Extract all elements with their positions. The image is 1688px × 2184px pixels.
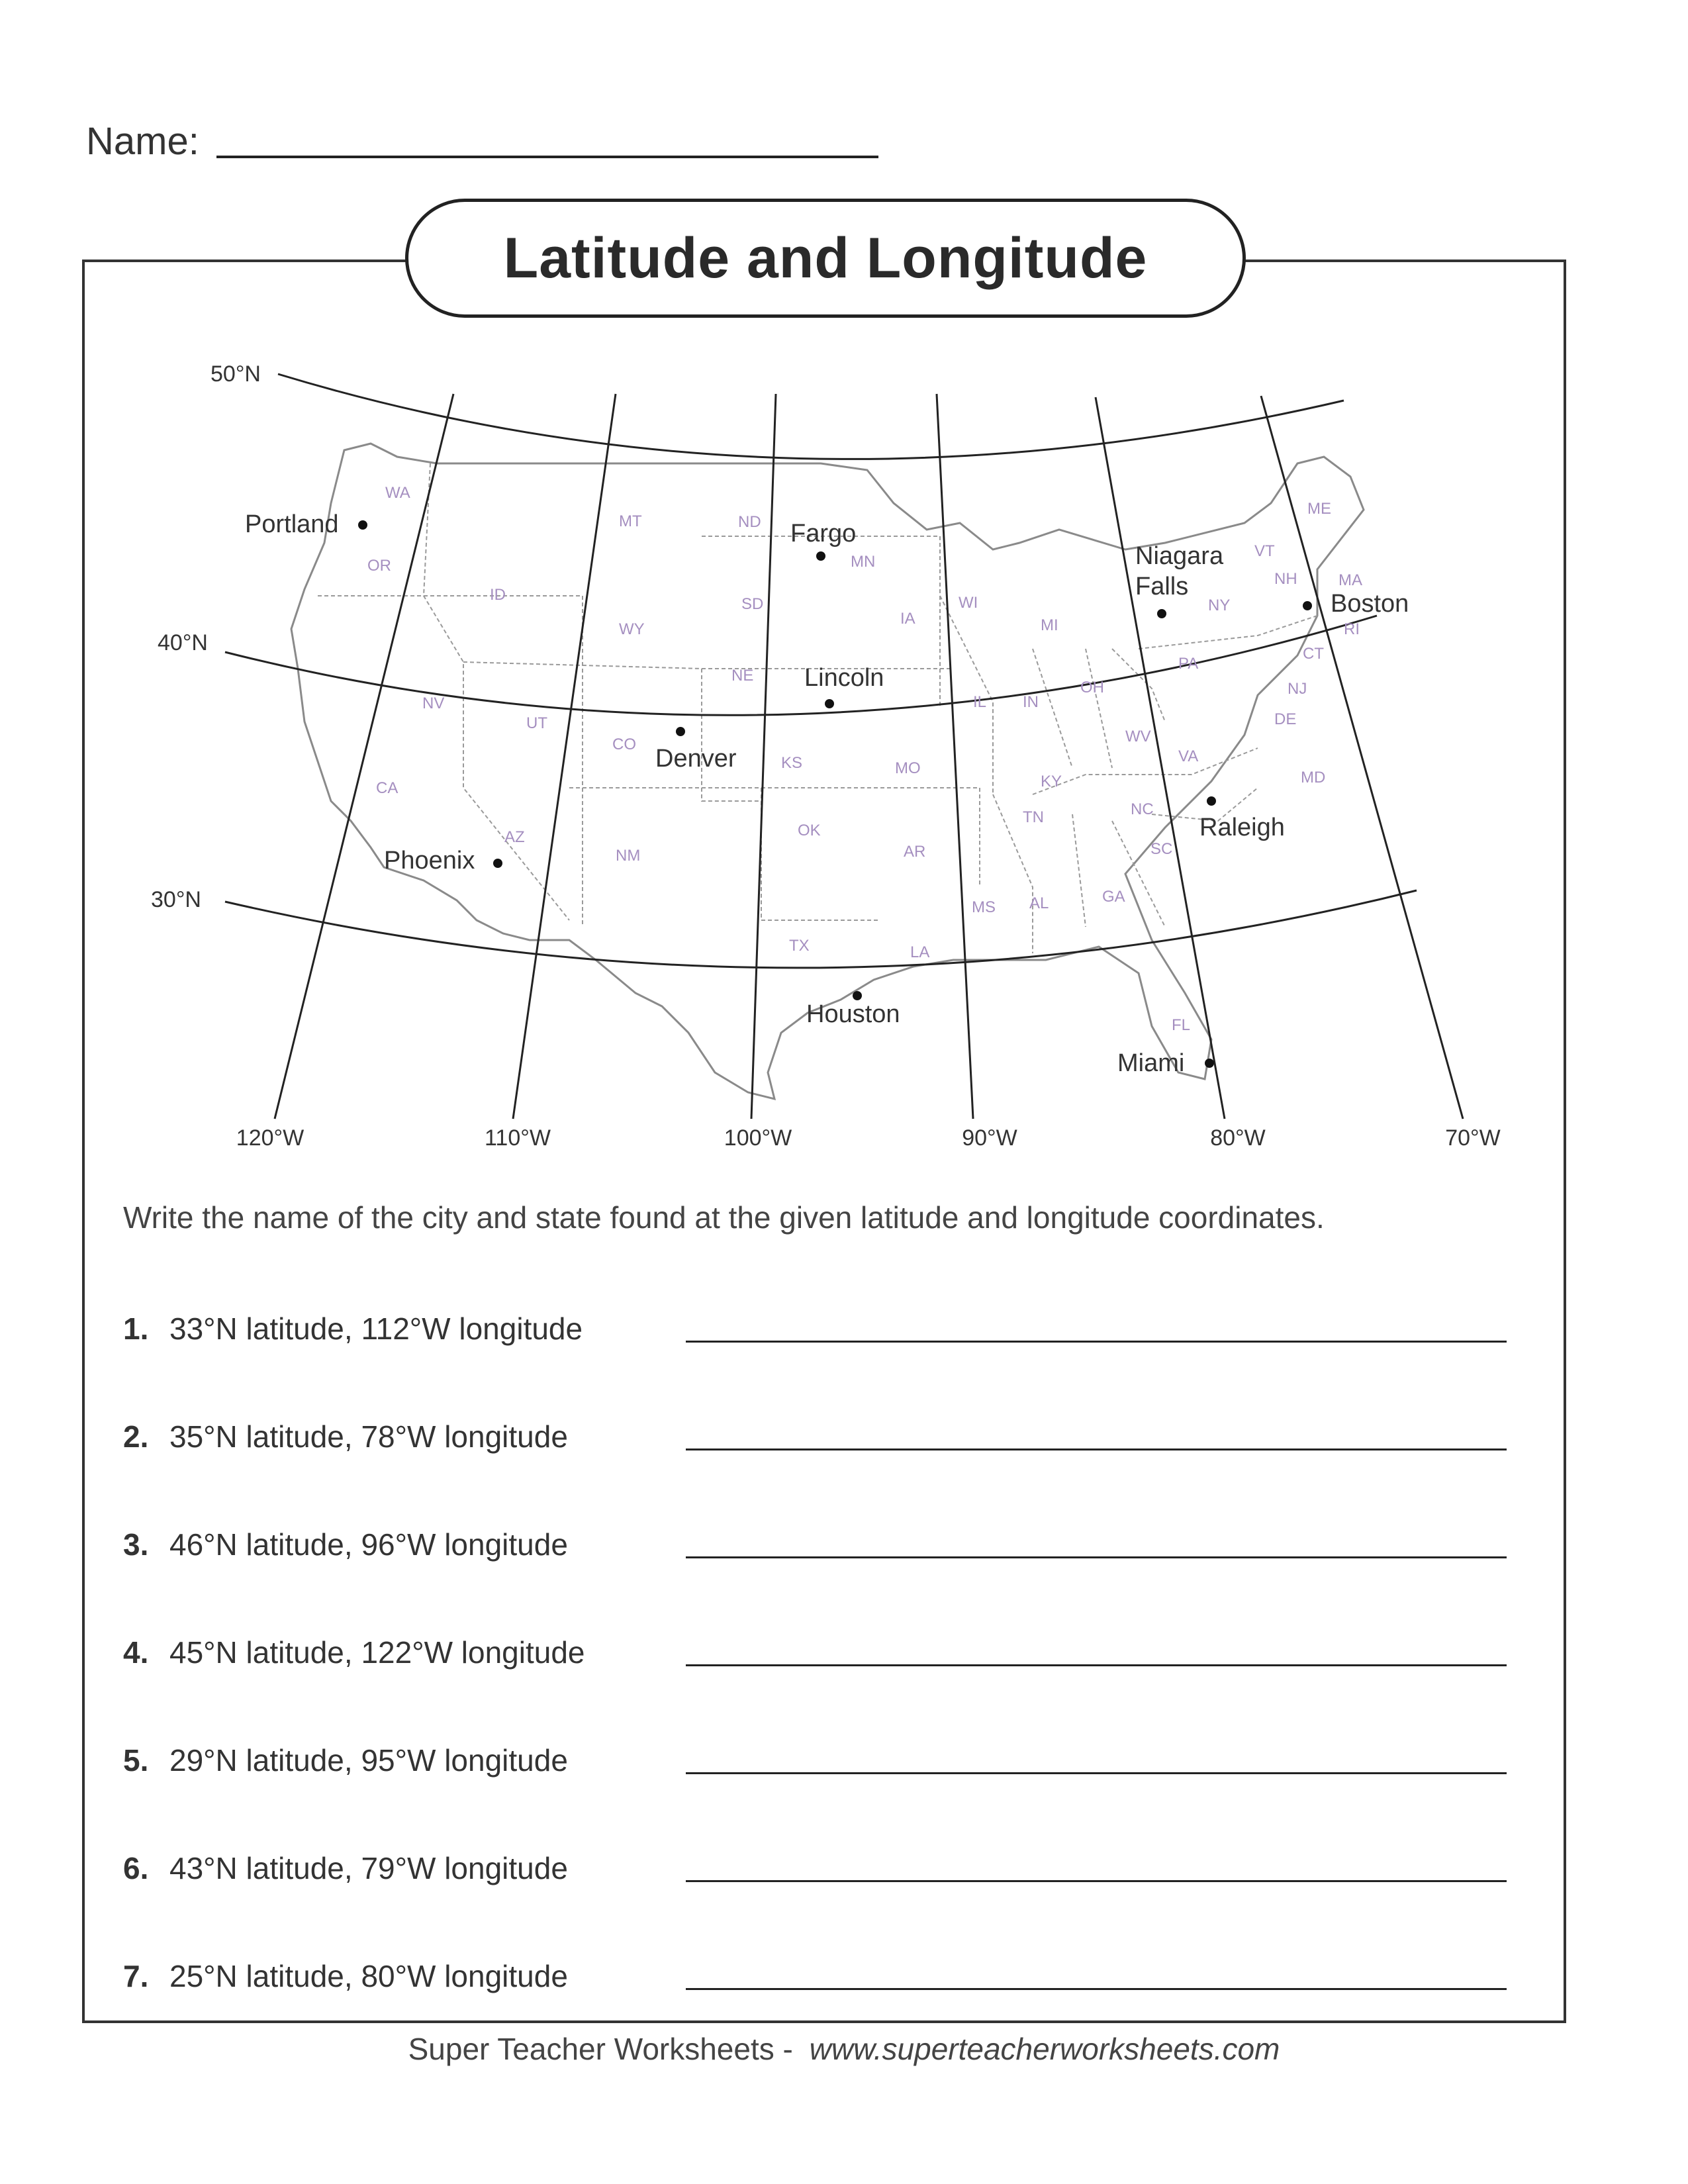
state-label: KY — [1041, 773, 1062, 790]
state-label: ND — [738, 513, 761, 531]
state-label: MO — [895, 759, 921, 777]
state-label: NH — [1274, 570, 1297, 588]
question-number: 3. — [123, 1527, 149, 1562]
longitude-label: 100°W — [724, 1125, 792, 1151]
city-label-fargo: Fargo — [790, 520, 857, 547]
state-label: ID — [490, 586, 506, 604]
city-dot-niagara-falls — [1157, 609, 1166, 618]
question-number: 2. — [123, 1419, 149, 1454]
answer-line[interactable] — [686, 1664, 1507, 1666]
longitude-labels — [236, 1125, 1501, 1151]
longitude-line-100 — [751, 394, 776, 1119]
state-label: WI — [959, 594, 978, 612]
answer-line[interactable] — [686, 1880, 1507, 1882]
state-label: MI — [1041, 616, 1058, 634]
state-label: AZ — [504, 828, 525, 846]
answer-line[interactable] — [686, 1772, 1507, 1774]
state-label: DE — [1274, 710, 1297, 728]
state-label: TN — [1023, 808, 1044, 826]
question-row — [123, 1958, 1507, 1994]
question-row — [123, 1742, 1507, 1778]
state-label: GA — [1102, 888, 1125, 906]
state-label: OH — [1080, 679, 1104, 696]
latitude-line-30 — [225, 890, 1417, 968]
longitude-label: 80°W — [1210, 1125, 1266, 1151]
question-text: 35°N latitude, 78°W longitude — [169, 1419, 568, 1454]
state-label: AR — [904, 843, 926, 861]
state-label: NV — [422, 694, 445, 712]
footer-site-link[interactable]: www.superteacherworksheets.com — [809, 2032, 1280, 2066]
longitude-label: 110°W — [485, 1125, 551, 1151]
question-row — [123, 1311, 1507, 1347]
question-text: 45°N latitude, 122°W longitude — [169, 1635, 585, 1670]
state-label: PA — [1178, 655, 1199, 673]
longitude-label: 120°W — [236, 1125, 305, 1151]
footer — [0, 2031, 1688, 2067]
state-label: FL — [1172, 1016, 1191, 1034]
page-title: Latitude and Longitude — [503, 226, 1148, 290]
state-label: CO — [612, 736, 636, 753]
answer-line[interactable] — [686, 1448, 1507, 1450]
state-label: NM — [616, 847, 641, 865]
question-row — [123, 1527, 1507, 1562]
city-label-raleigh: Raleigh — [1199, 814, 1285, 841]
city-dot-houston — [853, 991, 862, 1000]
question-row — [123, 1635, 1507, 1670]
city-dot-portland — [358, 520, 367, 530]
question-number: 5. — [123, 1743, 149, 1778]
question-text: 33°N latitude, 112°W longitude — [169, 1311, 583, 1346]
state-label: MN — [851, 553, 876, 571]
question-number: 1. — [123, 1311, 149, 1346]
state-label: LA — [910, 943, 930, 961]
longitude-line-80 — [1096, 397, 1225, 1119]
state-label: MS — [972, 898, 996, 916]
question-text: 46°N latitude, 96°W longitude — [169, 1527, 568, 1562]
state-label: WY — [619, 620, 645, 638]
state-label: NY — [1208, 596, 1231, 614]
state-label: NJ — [1288, 680, 1307, 698]
answer-line[interactable] — [686, 1556, 1507, 1558]
city-label-miami: Miami — [1117, 1049, 1185, 1077]
longitude-label: 70°W — [1445, 1125, 1501, 1151]
city-label-portland: Portland — [245, 510, 339, 538]
state-label: SD — [741, 595, 764, 613]
latitude-label: 50°N — [211, 361, 261, 387]
state-label: NE — [731, 667, 754, 685]
state-label: TX — [789, 937, 810, 955]
state-label: MA — [1338, 571, 1362, 589]
state-label: IN — [1023, 693, 1039, 711]
state-label: VT — [1254, 542, 1275, 560]
longitude-line-90 — [937, 394, 973, 1119]
latitude-line-40 — [225, 616, 1377, 715]
city-label-niagara: Niagara — [1135, 542, 1224, 570]
footer-brand: Super Teacher Worksheets - — [408, 2032, 793, 2066]
state-label: ME — [1307, 500, 1331, 518]
state-label: WA — [385, 484, 410, 502]
latitude-labels — [151, 361, 261, 912]
state-label: WV — [1125, 728, 1151, 745]
latitude-label: 30°N — [151, 887, 201, 912]
answer-line[interactable] — [686, 1988, 1507, 1990]
city-label-falls: Falls — [1135, 573, 1189, 600]
latitude-label: 40°N — [158, 630, 208, 655]
state-label: MT — [619, 512, 642, 530]
question-row — [123, 1419, 1507, 1454]
question-number: 7. — [123, 1959, 149, 1993]
answer-line[interactable] — [686, 1341, 1507, 1343]
state-label: RI — [1344, 620, 1360, 638]
city-label-lincoln: Lincoln — [804, 664, 884, 692]
instructions: Write the name of the city and state found at the given latitude and longitude coordinates. — [123, 1200, 1325, 1235]
question-number: 4. — [123, 1635, 149, 1670]
state-label: VA — [1178, 747, 1199, 765]
name-label: Name: — [86, 120, 199, 163]
longitude-line-120 — [275, 394, 453, 1119]
state-label: SC — [1150, 840, 1173, 858]
question-text: 25°N latitude, 80°W longitude — [169, 1959, 568, 1993]
question-text: 43°N latitude, 79°W longitude — [169, 1851, 568, 1885]
question-text: 29°N latitude, 95°W longitude — [169, 1743, 568, 1778]
city-dot-lincoln — [825, 699, 834, 708]
state-label: OK — [798, 822, 821, 839]
city-label-denver: Denver — [655, 745, 737, 773]
question-row — [123, 1850, 1507, 1886]
longitude-line-110 — [513, 394, 616, 1119]
city-label-boston: Boston — [1331, 590, 1409, 618]
city-dot-boston — [1303, 601, 1312, 610]
state-label: CA — [376, 779, 399, 797]
state-label: IL — [973, 693, 987, 711]
city-dot-raleigh — [1207, 796, 1216, 806]
city-label-phoenix: Phoenix — [384, 847, 475, 875]
state-label: NC — [1131, 800, 1154, 818]
latitude-line-50 — [278, 374, 1344, 459]
city-dot-denver — [676, 727, 685, 736]
state-label: UT — [526, 714, 547, 732]
longitude-label: 90°W — [962, 1125, 1017, 1151]
state-label: MD — [1301, 769, 1326, 786]
state-label: KS — [781, 754, 803, 772]
state-label: OR — [367, 557, 391, 575]
city-dot-phoenix — [493, 859, 502, 868]
city-label-houston: Houston — [806, 1000, 900, 1028]
question-number: 6. — [123, 1851, 149, 1885]
state-label: CT — [1303, 645, 1324, 663]
state-label: AL — [1029, 894, 1049, 912]
city-dot-miami — [1205, 1059, 1214, 1068]
state-label: IA — [900, 610, 915, 628]
city-dot-fargo — [816, 551, 825, 561]
